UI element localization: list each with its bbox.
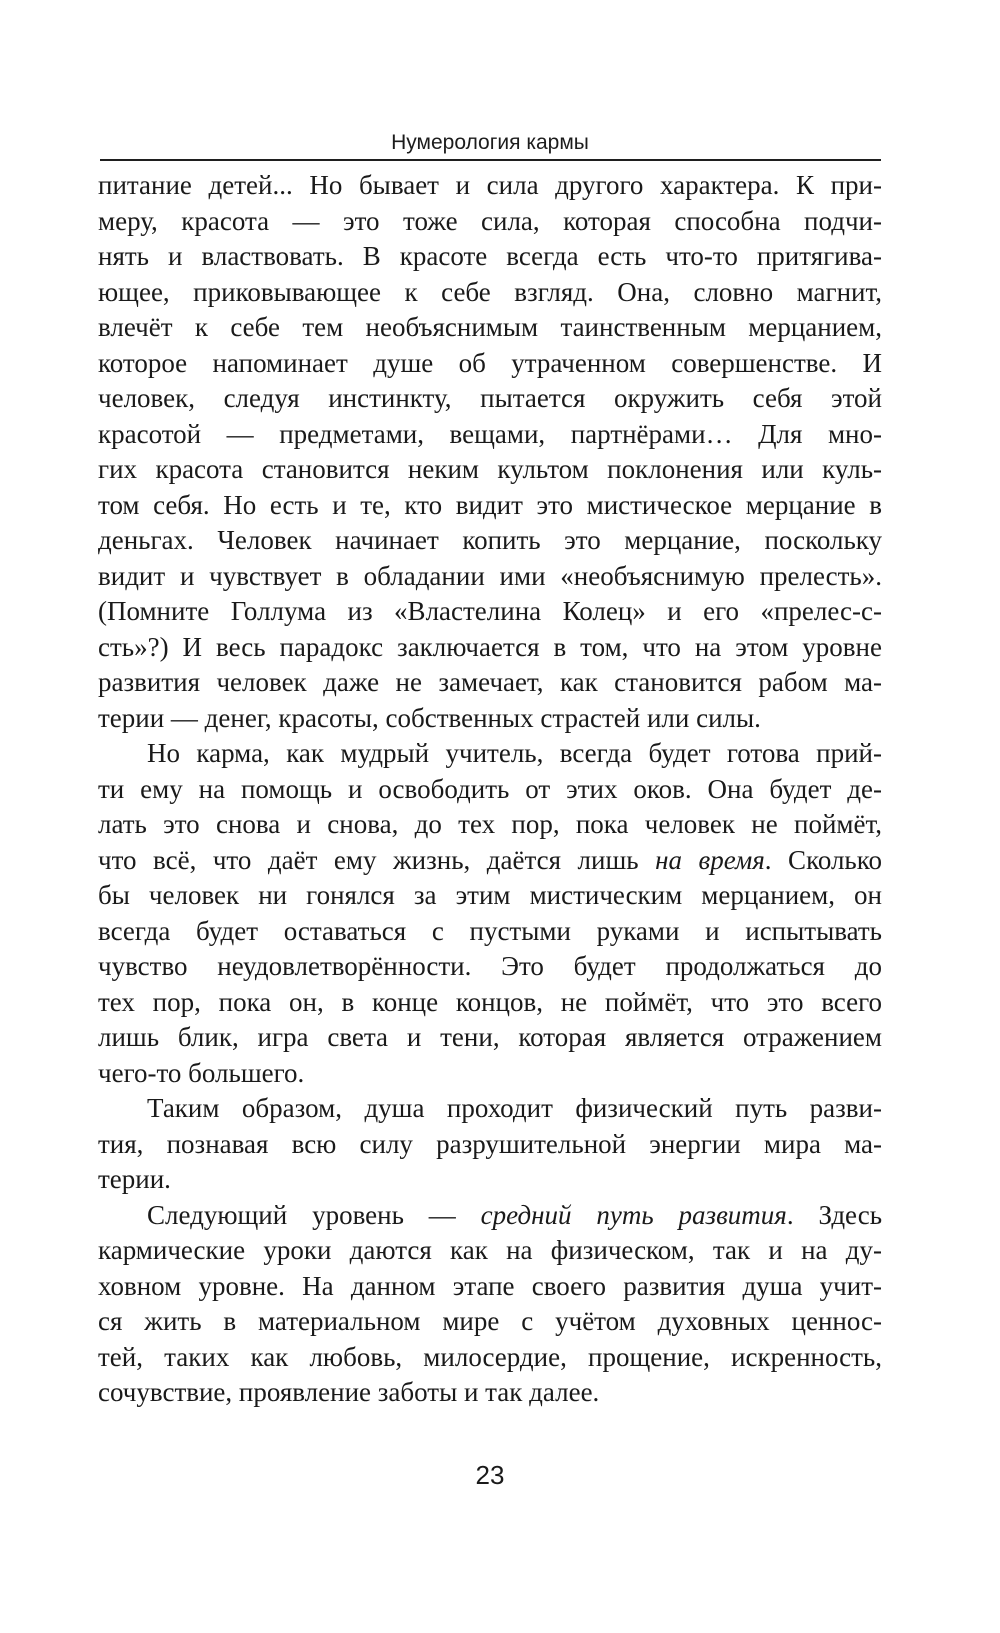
text-line [98,310,882,346]
text-line [98,1269,882,1305]
text-line [98,1127,882,1163]
text-line [98,701,882,737]
text-segment: кармические уроки даются как на физическом, так и на ду- [98,1235,882,1265]
text-segment: человек, следуя инстинкту, пытается окружить себя этой [98,383,882,413]
body-text [98,168,882,1411]
text-line [98,1162,882,1198]
text-line [98,204,882,240]
text-segment: нять и властвовать. В красоте всегда есть что-то притягива- [98,241,882,271]
page-number: 23 [475,1460,505,1490]
text-line [98,417,882,453]
text-segment: влечёт к себе тем необъяснимым таинственным мерцанием, [98,312,882,342]
text-segment: терии — денег, красоты, собственных страстей или силы. [98,702,761,733]
text-line [98,594,882,630]
text-line [98,1020,882,1056]
text-line [98,1375,882,1411]
text-segment: том себя. Но есть и те, кто видит это мистическое мерцание в [98,489,882,520]
text-line [98,914,882,950]
text-segment: гих красота становится неким культом поклонения или куль- [98,454,882,484]
text-line [98,488,882,524]
paragraph [98,1198,882,1411]
paragraph [98,168,882,736]
text-segment: развития человек даже не замечает, как становится рабом ма- [98,667,882,697]
text-line [98,1304,882,1340]
text-segment: тия, познавая всю силу разрушительной энергии мира ма- [98,1128,882,1159]
text-line [98,452,882,488]
running-head: Нумерология кармы [391,131,589,154]
text-line [98,1056,882,1092]
text-line [98,381,882,417]
text-segment: сочувствие, проявление заботы и так далее. [98,1377,600,1407]
text-segment: Следующий уровень — [147,1199,481,1230]
text-segment: (Помните Голлума из «Властелина Колец» и его «прелес-с- [98,596,882,626]
text-segment: питание детей... Но бывает и сила другого характера. К при- [98,170,882,200]
text-line [98,630,882,666]
text-segment: что всё, что даёт ему жизнь, даётся лишь [98,844,656,875]
text-segment: лишь блик, игра света и тени, которая является отражением [98,1022,882,1052]
text-segment: ти ему на помощь и освободить от этих оков. Она будет де- [98,773,882,804]
paragraph [98,736,882,1091]
text-segment: ся жить в материальном мире с учётом духовных ценнос- [98,1306,882,1336]
text-line [98,772,882,808]
text-segment: терии. [98,1164,171,1194]
text-line [98,559,882,595]
text-segment: сть»?) И весь парадокс заключается в том, что на этом уровне [98,631,882,662]
paragraph [98,1091,882,1198]
text-line [98,949,882,985]
text-segment: которое напоминает душе об утраченном совершенстве. И [98,347,882,378]
text-segment: чувство неудовлетворённости. Это будет продолжаться до [98,951,882,981]
italic-text: на время [655,844,765,875]
text-segment: тех пор, пока он, в конце концов, не поймёт, что это всего [98,986,882,1017]
text-line [98,736,882,772]
text-line [98,843,882,879]
text-line [98,1091,882,1127]
text-segment: меру, красота — это тоже сила, которая способна подчи- [98,205,882,236]
text-line [98,523,882,559]
text-segment: всегда будет оставаться с пустыми руками и испытывать [98,915,882,946]
text-segment: тей, таких как любовь, милосердие, прощение, искренность, [98,1341,882,1372]
text-line [98,1198,882,1234]
text-segment: чего-то большего. [98,1057,305,1088]
italic-text: средний путь развития [480,1199,787,1230]
text-line [98,1340,882,1376]
text-line [98,1233,882,1269]
text-segment: красотой — предметами, вещами, партнёрами… Для мно- [98,418,882,449]
text-segment: Таким образом, душа проходит физический путь разви- [147,1093,882,1123]
text-segment: бы человек ни гонялся за этим мистическим мерцанием, он [98,880,882,910]
text-line [98,346,882,382]
text-line [98,239,882,275]
text-line [98,878,882,914]
text-line [98,985,882,1021]
text-line [98,665,882,701]
text-segment: . Сколько [764,844,882,875]
text-line [98,275,882,311]
text-segment: . Здесь [786,1199,883,1230]
text-line [98,168,882,204]
text-segment: Но карма, как мудрый учитель, всегда будет готова прий- [147,738,882,768]
text-segment: деньгах. Человек начинает копить это мерцание, поскольку [98,525,882,555]
header-rule [100,159,881,161]
text-segment: ховном уровне. На данном этапе своего развития душа учит- [98,1270,882,1301]
text-segment: видит и чувствует в обладании ими «необъяснимую прелесть». [98,560,882,591]
text-segment: ющее, приковывающее к себе взгляд. Она, словно магнит, [98,276,882,307]
text-segment: лать это снова и снова, до тех пор, пока человек не поймёт, [98,809,882,839]
text-line [98,807,882,843]
